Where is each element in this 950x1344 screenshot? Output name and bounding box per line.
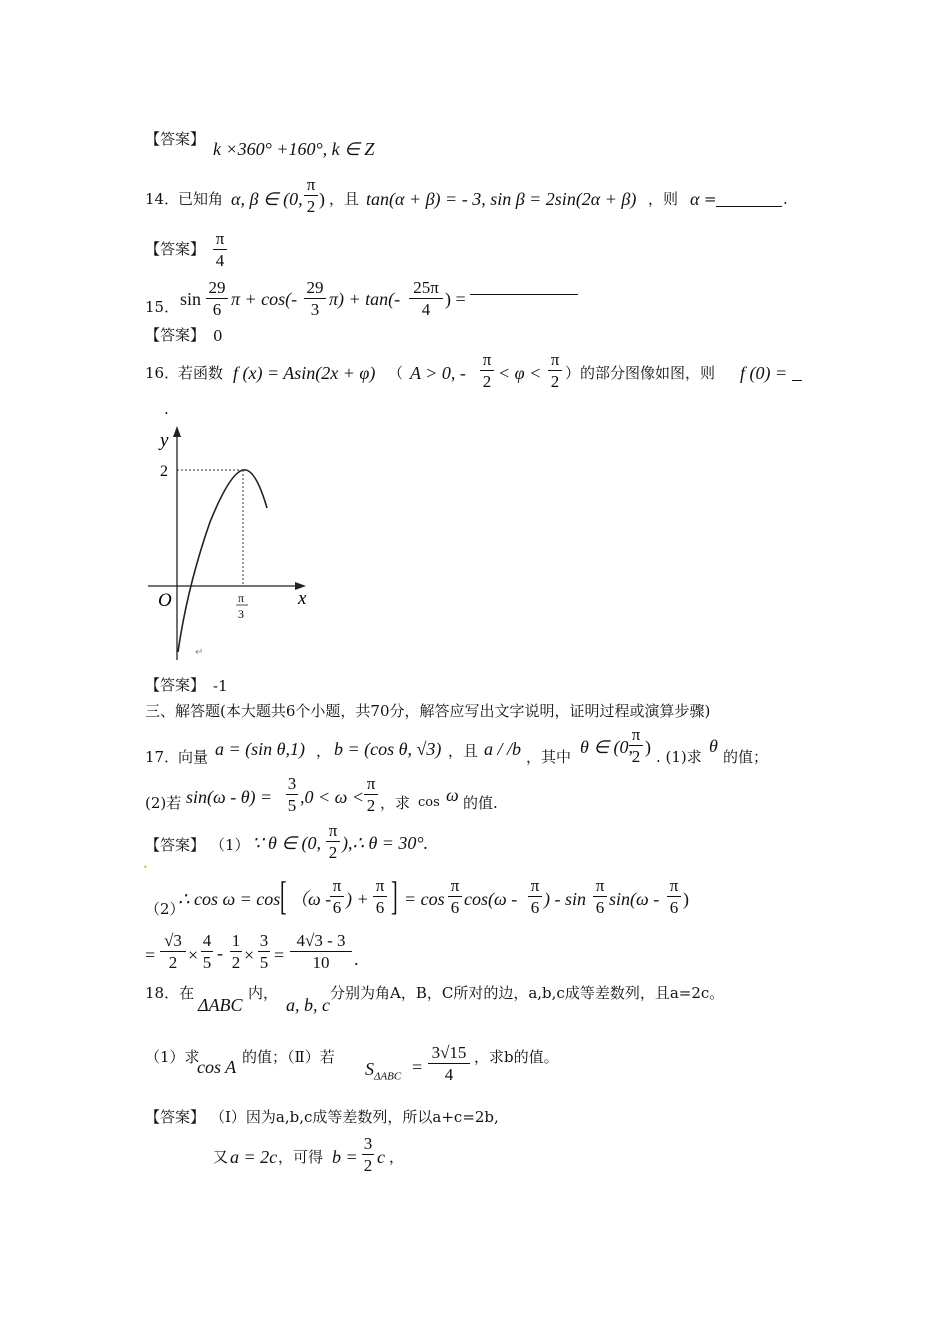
y-axis-label: y xyxy=(160,430,169,451)
question-17-text: 的值. xyxy=(463,794,498,812)
fraction: 1 2 xyxy=(231,931,241,972)
question-15-math: sin xyxy=(180,289,202,309)
sine-graph xyxy=(140,420,320,665)
answer-blank xyxy=(716,192,782,207)
fraction: 4√3 - 3 10 xyxy=(290,932,352,971)
question-17-text: ，其中 xyxy=(526,748,572,766)
answer-14-fraction: π 4 xyxy=(213,230,227,269)
answer-17-math: = xyxy=(274,945,285,965)
answer-label: 【答案】 xyxy=(145,836,206,854)
fraction: π 2 xyxy=(326,822,340,861)
answer-17-math: sin(ω - xyxy=(609,889,660,909)
answer-17-math: × xyxy=(188,945,199,965)
fraction: π 2 xyxy=(364,775,378,814)
question-14-text: ，则 xyxy=(648,190,679,208)
answer-blank xyxy=(792,364,802,381)
question-14-text: . xyxy=(783,190,788,208)
answer-17-math: ) - sin xyxy=(544,889,586,909)
question-17-math: b = (cos θ, √3) xyxy=(334,739,442,759)
answer-13-value: k ×360° +160°, k ∈ Z xyxy=(213,139,375,159)
answer-label: 【答案】 xyxy=(145,326,206,344)
question-14-math: tan(α + β) = - 3, sin β = 2sin(2α + β) xyxy=(366,189,637,209)
answer-15-value: 0 xyxy=(213,327,223,345)
question-14-text: ，且 xyxy=(329,190,360,208)
fraction: π 6 xyxy=(330,877,344,916)
question-17-text: 的值； xyxy=(723,748,769,766)
question-18-number: 18．在 xyxy=(145,984,195,1002)
fraction: π 2 xyxy=(548,351,562,390)
question-17-math: ) xyxy=(645,737,651,757)
fraction: π 6 xyxy=(528,877,542,916)
answer-18-text: （Ⅰ）因为a,b,c成等差数列，所以a+c=2b, xyxy=(210,1108,499,1126)
answer-16-value: -1 xyxy=(213,677,228,695)
question-17-math: a = (sin θ,1) xyxy=(215,739,305,759)
answer-17-text: （1） xyxy=(210,836,250,854)
question-17-text: . (1)求 xyxy=(656,748,702,766)
sine-curve xyxy=(178,470,267,652)
question-14-math: α, β ∈ (0, xyxy=(231,189,303,209)
answer-label: 【答案】 xyxy=(145,1108,206,1126)
answer-18-math: a = 2c xyxy=(230,1147,278,1167)
left-bracket: [ xyxy=(280,873,287,918)
question-17-math: ω xyxy=(446,785,459,805)
answer-17-math: = cos xyxy=(404,889,445,909)
answer-17-math: ) xyxy=(683,889,689,909)
fraction: √3 2 xyxy=(160,932,186,971)
fraction: 3 2 xyxy=(363,1134,373,1175)
question-15-number: 15． xyxy=(145,298,180,316)
section-heading: 三、解答题(本大题共6个小题，共70分，解答应写出文字说明，证明过程或演算步骤) xyxy=(145,702,711,720)
fraction: 29 3 xyxy=(304,279,326,318)
question-16-text: ）的部分图像如图，则 xyxy=(565,364,716,382)
fraction: 25π 4 xyxy=(409,279,443,318)
return-mark-icon: ↵ xyxy=(195,647,204,658)
fraction: 3 5 xyxy=(287,774,297,815)
question-17-text: ， xyxy=(316,742,332,760)
answer-17-math: . xyxy=(354,949,359,969)
fraction: 29 6 xyxy=(206,279,228,318)
question-17-math: θ xyxy=(709,736,718,756)
question-18-text: （1）求 xyxy=(145,1048,200,1066)
question-18-text: 分别为角A，B，C所对的边，a,b,c成等差数列，且a=2c。 xyxy=(330,984,725,1002)
fraction: π 2 xyxy=(480,351,494,390)
fraction: π 2 xyxy=(304,176,318,215)
question-17-text: (2)若 xyxy=(145,794,182,812)
question-18-text: 的值；（Ⅱ）若 xyxy=(242,1048,335,1066)
answer-17-math: （ω - xyxy=(290,889,332,909)
question-15-math: π + cos(- xyxy=(231,289,298,309)
answer-18-text: ，可得 xyxy=(278,1148,324,1166)
fraction: 3 5 xyxy=(259,931,269,972)
question-15-math: ) = xyxy=(445,289,466,309)
fraction: 4 5 xyxy=(202,931,212,972)
y-axis-arrow xyxy=(173,426,181,437)
question-15-math: π) + tan(- xyxy=(329,289,401,309)
answer-label: 【答案】 xyxy=(145,130,206,148)
stray-mark: • xyxy=(143,863,148,872)
answer-17-math: ∵ θ ∈ (0, xyxy=(252,833,321,853)
question-17-math: ,0 < ω < xyxy=(300,787,365,807)
question-18-math: $S_{\Delta ABC}$ xyxy=(365,1059,402,1083)
x-axis-label: x xyxy=(298,588,307,609)
question-17-text: cos xyxy=(418,795,440,810)
question-17-text: ，且 xyxy=(448,742,479,760)
question-17-text: ，求 xyxy=(380,794,411,812)
answer-17-math: = xyxy=(145,945,156,965)
answer-blank xyxy=(470,280,578,295)
peak-x-denominator: 3 xyxy=(238,607,244,621)
answer-label: 【答案】 xyxy=(145,240,206,258)
fraction: π 6 xyxy=(593,877,607,916)
answer-17-math: ) + xyxy=(346,889,369,909)
question-16-text: 若函数 xyxy=(178,364,224,382)
right-bracket: ] xyxy=(391,873,398,918)
question-17-math: sin(ω - θ) = xyxy=(186,787,273,807)
answer-17-math: ),∴ θ = 30°. xyxy=(342,833,429,853)
answer-label: 【答案】 xyxy=(145,676,206,694)
answer-18-text: 又 xyxy=(213,1148,229,1166)
question-14-number: 14． xyxy=(145,190,180,208)
question-17-math: θ ∈ (0, xyxy=(580,737,634,757)
question-18-math: ΔABC xyxy=(198,995,243,1015)
question-16-math: f (0) = xyxy=(740,363,788,383)
question-17-math: a / /b xyxy=(484,739,522,759)
answer-18-text: ， xyxy=(389,1148,405,1166)
question-14-text: = xyxy=(704,190,717,208)
fraction: π 2 xyxy=(629,726,643,765)
question-18-math: = xyxy=(412,1057,423,1077)
question-16-text: . xyxy=(164,400,169,418)
answer-18-math: c xyxy=(377,1147,385,1167)
question-16-math: A > 0, - xyxy=(410,363,466,383)
question-14-text: 已知角 xyxy=(178,190,224,208)
fraction: π 6 xyxy=(448,877,462,916)
question-17-number: 17． xyxy=(145,748,180,766)
answer-17-text: （2） xyxy=(145,900,185,918)
answer-17-math: - xyxy=(217,943,223,963)
question-18-math: a, b, c xyxy=(286,995,330,1015)
answer-17-math: × xyxy=(244,945,255,965)
answer-18-math: b = xyxy=(332,1147,358,1167)
question-18-text: 内， xyxy=(248,984,279,1002)
question-14-math: α xyxy=(690,189,700,209)
question-16-text: （ xyxy=(388,364,404,382)
question-17-text: 向量 xyxy=(178,748,209,766)
question-14-math: ) xyxy=(319,189,325,209)
fraction: 3√15 4 xyxy=(428,1044,470,1083)
peak-x-numerator: π xyxy=(238,591,245,605)
answer-17-math: cos(ω - xyxy=(464,889,518,909)
origin-label: O xyxy=(158,590,172,611)
max-value-label: 2 xyxy=(160,463,168,480)
question-16-number: 16． xyxy=(145,364,180,382)
question-18-math: cos A xyxy=(197,1057,237,1077)
fraction: π 6 xyxy=(373,877,387,916)
fraction: π 6 xyxy=(667,877,681,916)
question-18-text: ，求b的值。 xyxy=(474,1048,559,1066)
question-16-math: f (x) = Asin(2x + φ) xyxy=(233,363,376,383)
answer-17-math: ∴ cos ω = cos xyxy=(178,889,281,909)
question-16-math: < φ < xyxy=(498,363,542,383)
